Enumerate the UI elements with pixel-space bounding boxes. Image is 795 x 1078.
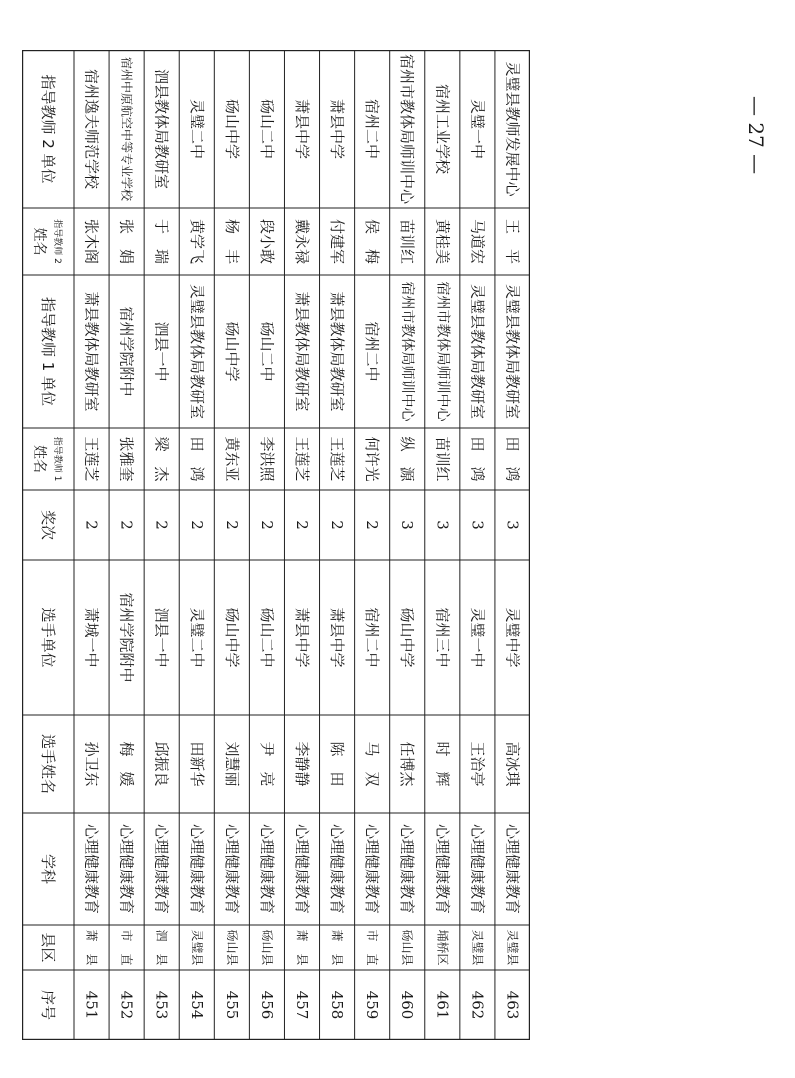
header-row: [31, 74, 64, 1020]
cell-t1-unit: 宿州市教体局师训中心: [434, 281, 451, 422]
cell-t2-unit: 宿州市教体局师训中心: [398, 53, 417, 205]
cell-t2-unit: 灵璧一中: [468, 98, 487, 160]
cell-name: 陈 田: [328, 741, 347, 787]
cell-unit: 砀山中学: [222, 607, 241, 668]
cell-county: 砀山县: [400, 929, 415, 966]
cell-t2-unit: 宿州逸夫师范学校: [82, 68, 101, 190]
table-row: [328, 99, 346, 1019]
cell-county: 市 直: [119, 929, 134, 966]
cell-t2-name: 张木阁: [82, 218, 101, 265]
cell-unit: 砀山中学: [398, 607, 417, 668]
table-row: [363, 99, 381, 1019]
cell-county: 灵璧县: [189, 929, 204, 966]
cell-seq: 454: [187, 990, 206, 1020]
cell-t1-name: 李洪照: [257, 436, 276, 482]
header-county: 县区: [39, 932, 57, 963]
cell-t1-name: 田 鸿: [503, 436, 522, 482]
cell-unit: 泗县一中: [152, 607, 171, 668]
cell-unit: 萧城一中: [82, 607, 101, 668]
cell-unit: 萧县中学: [328, 607, 347, 668]
cell-t1-name: 苗训红: [433, 436, 452, 482]
cell-seq: 457: [293, 990, 311, 1020]
cell-t2-unit: 宿州二中: [363, 98, 382, 160]
header-name: 选手姓名: [39, 733, 57, 795]
cell-t1-unit: 萧县教体局教研室: [82, 291, 101, 412]
award-table: [22, 50, 530, 1040]
cell-t2-name: 于 瑞: [152, 218, 171, 265]
cell-t1-name: 王莲芝: [82, 436, 101, 482]
cell-name: 李静静: [293, 741, 311, 787]
cell-name: 任博杰: [398, 741, 417, 787]
cell-t2-unit: 萧县中学: [293, 98, 311, 160]
cell-t1-name: 何许光: [363, 436, 382, 482]
cell-seq: 456: [257, 990, 276, 1020]
cell-name: 邱振良: [152, 741, 171, 787]
cell-county: 萧 县: [330, 929, 345, 966]
cell-unit: 宿州三中: [433, 607, 452, 668]
table-row: [223, 99, 241, 1019]
cell-t1-name: 梁 杰: [152, 436, 171, 482]
cell-t1-unit: 宿州学院附中: [117, 306, 136, 397]
cell-t1-name: 黄东亚: [222, 436, 241, 482]
cell-name: 田新华: [187, 741, 206, 787]
cell-subject: 心理健康教育: [503, 823, 522, 915]
cell-unit: 砀山二中: [257, 607, 276, 668]
cell-county: 泗 县: [154, 929, 169, 966]
cell-unit: 宿州学院附中: [117, 592, 136, 683]
cell-subject: 心理健康教育: [468, 823, 487, 915]
cell-unit: 灵璧一中: [468, 607, 487, 668]
cell-subject: 心理健康教育: [433, 823, 452, 915]
cell-t2-name: 张 娟: [117, 218, 136, 265]
cell-t2-unit: 萧县中学: [328, 98, 347, 160]
cell-name: 刘慧丽: [222, 741, 241, 787]
cell-unit: 灵璧中学: [503, 607, 522, 668]
cell-name: 马 双: [363, 741, 382, 787]
cell-name: 王治亭: [468, 741, 487, 787]
cell-subject: 心理健康教育: [293, 823, 311, 915]
cell-county: 萧 县: [84, 929, 99, 966]
cell-award: 2: [117, 520, 136, 530]
cell-t2-name: 黄学飞: [187, 218, 206, 265]
cell-seq: 453: [152, 990, 171, 1020]
cell-seq: 452: [117, 990, 136, 1020]
cell-county: 灵璧县: [470, 929, 485, 966]
cell-t1-name: 田 鸿: [468, 436, 487, 482]
cell-t2-unit: 宿州工业学校: [433, 83, 452, 175]
table-row: [153, 69, 171, 1019]
cell-t2-unit: 宿州中原航空中等专业学校: [119, 56, 134, 202]
cell-t1-unit: 灵璧县教体局教研室: [503, 283, 522, 420]
cell-award: 3: [398, 520, 417, 530]
cell-name: 尹 亮: [257, 741, 276, 787]
cell-award: 3: [503, 520, 522, 530]
header-t2-name-line1: 指导教师 2: [52, 219, 62, 264]
cell-t1-unit: 砀山二中: [257, 321, 276, 382]
table-row: [188, 99, 206, 1019]
cell-t2-name: 段小敢: [257, 218, 276, 265]
cell-seq: 451: [82, 990, 101, 1020]
cell-award: 2: [82, 520, 101, 530]
header-t2-unit: 指导教师 2 单位: [39, 74, 57, 184]
cell-award: 2: [222, 520, 241, 530]
cell-t1-unit: 萧县教体局教研室: [293, 291, 311, 412]
cell-subject: 心理健康教育: [187, 823, 206, 915]
cell-seq: 462: [468, 990, 487, 1020]
cell-t2-name: 王 平: [503, 218, 522, 265]
header-award: 奖次: [39, 509, 57, 541]
cell-t2-name: 马道宏: [468, 218, 487, 265]
cell-unit: 灵璧二中: [187, 607, 206, 668]
cell-t2-name: 苗训红: [398, 218, 417, 265]
header-t2-name-line2: 姓名: [31, 227, 47, 256]
cell-subject: 心理健康教育: [257, 823, 276, 915]
cell-award: 2: [363, 520, 382, 530]
header-unit: 选手单位: [39, 607, 57, 668]
cell-t1-unit: 宿州市教体局师训中心: [399, 281, 416, 422]
cell-seq: 455: [222, 990, 241, 1020]
cell-t2-name: 付建军: [328, 218, 347, 265]
cell-seq: 458: [328, 990, 347, 1020]
cell-subject: 心理健康教育: [222, 823, 241, 915]
cell-t1-unit: 宿州二中: [363, 321, 382, 382]
cell-subject: 心理健康教育: [117, 823, 136, 915]
cell-county: 萧 县: [295, 929, 309, 966]
cell-t1-unit: 灵璧县教体局教研室: [468, 283, 487, 420]
cell-county: 市 直: [365, 929, 380, 966]
cell-t2-name: 侯 梅: [363, 218, 382, 265]
page-number: — 27 —: [744, 95, 768, 175]
table-row: [258, 99, 276, 1019]
award-table-grid: [22, 50, 530, 1040]
cell-name: 高冰琪: [503, 741, 522, 787]
cell-seq: 460: [398, 990, 417, 1020]
cell-subject: 心理健康教育: [152, 823, 171, 915]
cell-seq: 463: [503, 990, 522, 1020]
cell-t1-unit: 泗县一中: [152, 321, 171, 382]
table-row: [398, 54, 416, 1019]
table-row: [503, 61, 521, 1019]
header-t1-name-line1: 指导教师 1: [52, 436, 62, 482]
cell-t1-unit: 灵璧县教体局教研室: [187, 283, 206, 420]
cell-t2-unit: 泗县教体局教研室: [152, 68, 171, 190]
cell-award: 2: [187, 520, 206, 530]
table-row: [83, 69, 101, 1019]
cell-t2-unit: 灵璧县教师发展中心: [503, 61, 522, 197]
cell-t1-unit: 萧县教体局教研室: [328, 291, 347, 412]
cell-county: 埇桥区: [435, 929, 450, 966]
cell-t2-unit: 砀山二中: [257, 98, 276, 160]
table-row: [118, 57, 136, 1019]
cell-subject: 心理健康教育: [398, 823, 417, 915]
cell-t1-name: 纵 源: [398, 436, 417, 482]
header-t1-unit: 指导教师 1 单位: [39, 296, 57, 407]
cell-award: 2: [152, 520, 171, 530]
cell-name: 孙卫东: [82, 741, 101, 787]
cell-t1-name: 王莲芝: [328, 436, 347, 482]
cell-award: 2: [328, 520, 347, 530]
cell-award: 2: [293, 520, 311, 530]
cell-award: 3: [433, 520, 452, 530]
cell-name: 梅 媛: [117, 741, 136, 787]
table-row: [433, 84, 451, 1019]
cell-county: 砀山县: [259, 929, 274, 966]
cell-t2-unit: 灵璧二中: [187, 98, 206, 160]
cell-t2-unit: 砀山中学: [222, 98, 241, 160]
cell-t1-name: 张雅奎: [117, 436, 136, 482]
header-seq: 序号: [39, 989, 57, 1021]
table-row: [293, 99, 311, 1019]
table-row: [468, 99, 486, 1019]
cell-seq: 461: [433, 990, 452, 1020]
cell-award: 3: [468, 520, 487, 530]
cell-t1-unit: 砀山中学: [222, 321, 241, 382]
cell-unit: 宿州二中: [363, 607, 382, 668]
cell-subject: 心理健康教育: [363, 823, 382, 915]
cell-t2-name: 杨 丰: [222, 218, 241, 265]
cell-subject: 心理健康教育: [82, 823, 101, 915]
header-t1-name-line2: 姓名: [31, 445, 47, 473]
cell-county: 灵璧县: [505, 929, 520, 966]
header-subject: 学科: [39, 853, 57, 885]
cell-county: 砀山县: [224, 929, 239, 966]
cell-unit: 萧县中学: [293, 607, 311, 668]
cell-award: 2: [257, 520, 276, 530]
cell-subject: 心理健康教育: [328, 823, 347, 915]
cell-t1-name: 王莲芝: [293, 436, 311, 482]
cell-name: 时 辉: [433, 741, 452, 787]
cell-t1-name: 田 鸿: [187, 436, 206, 482]
cell-t2-name: 黄桂美: [433, 218, 452, 265]
cell-seq: 459: [363, 990, 382, 1020]
cell-t2-name: 戴永禄: [293, 218, 311, 265]
